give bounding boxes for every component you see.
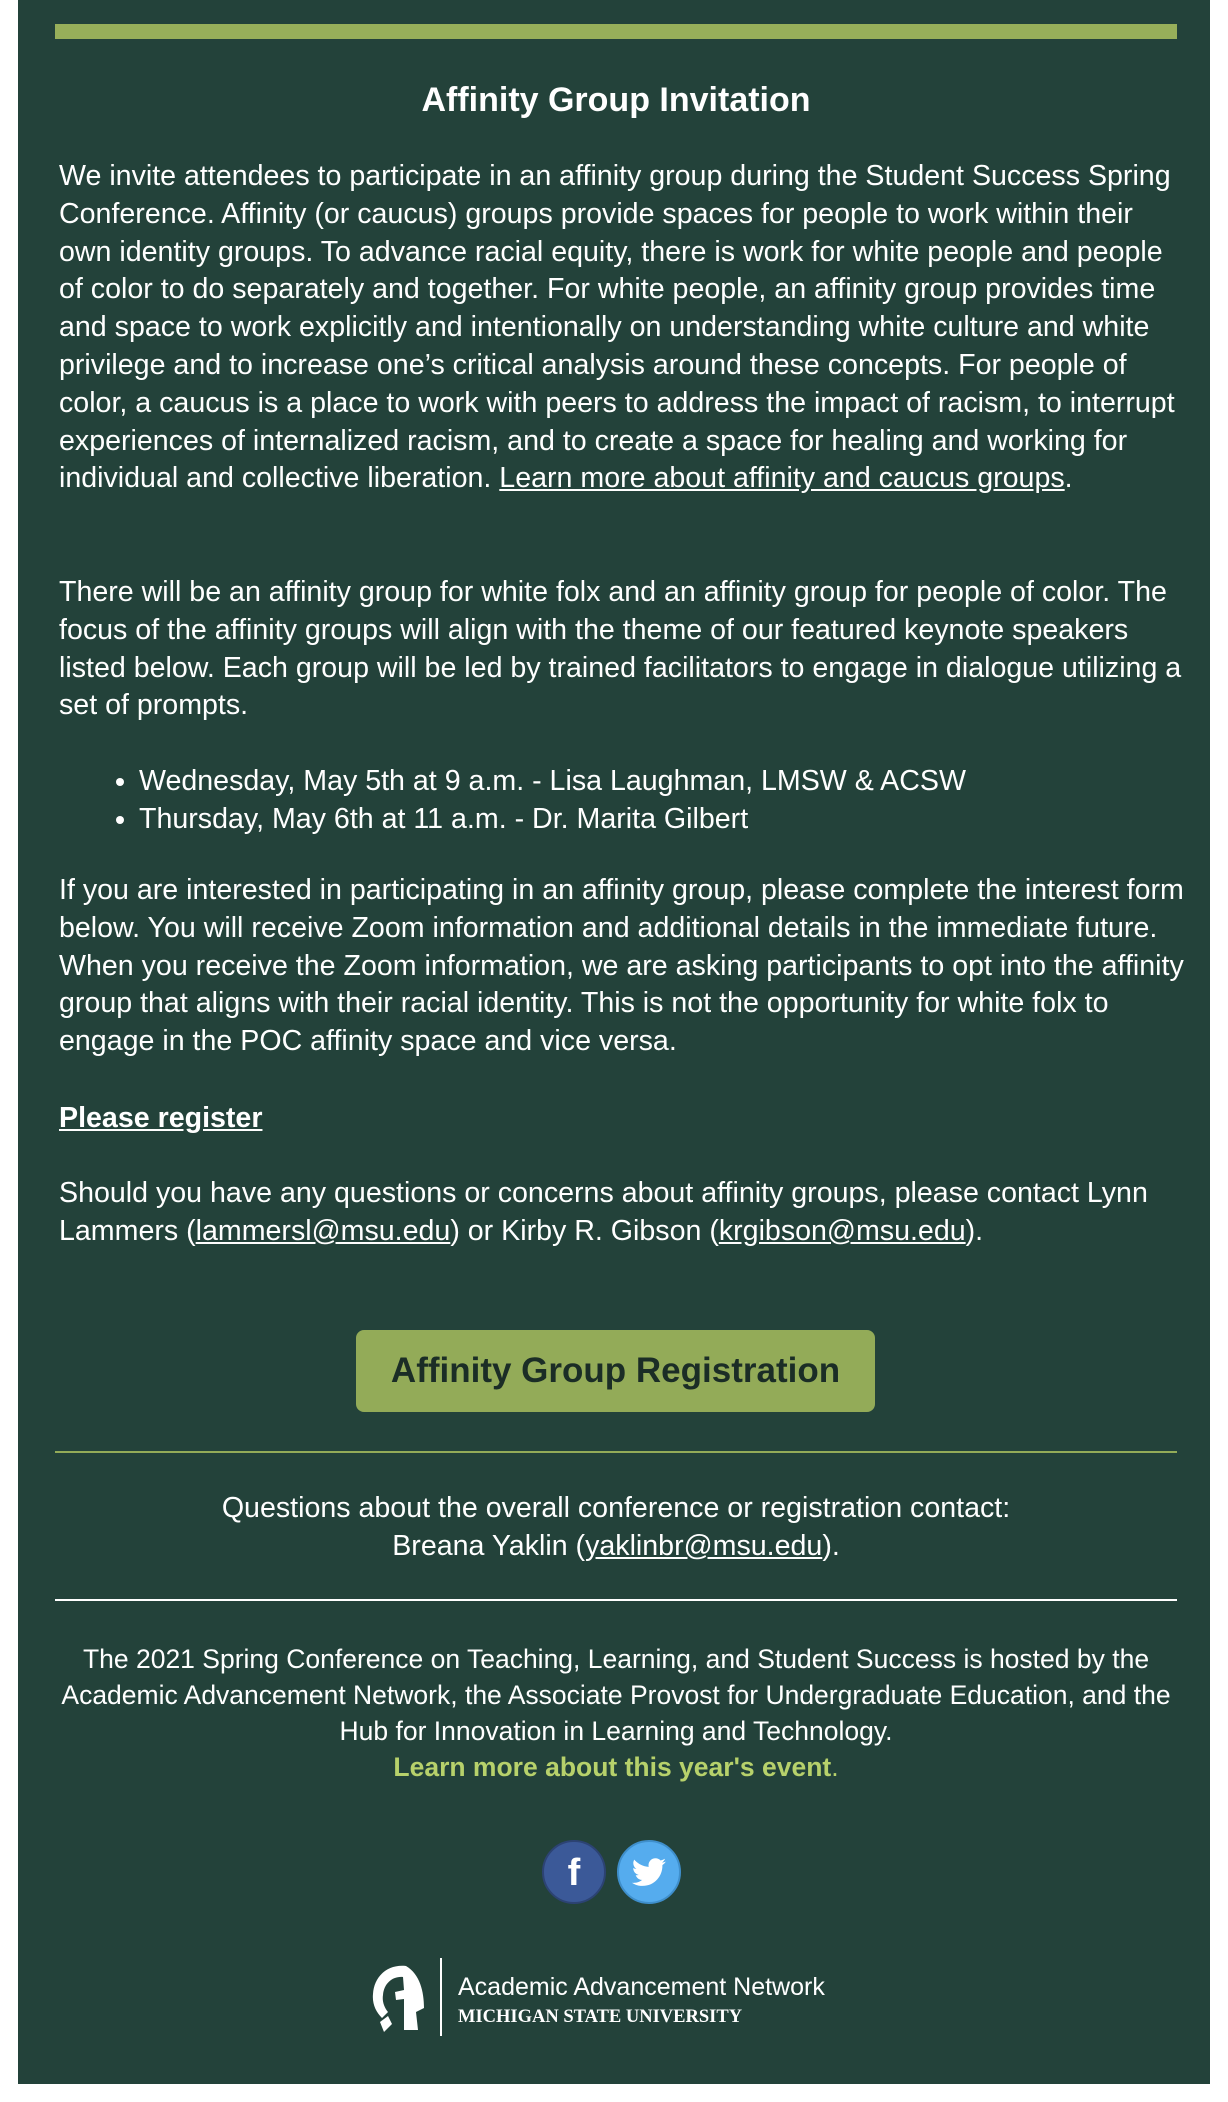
footer-text: The 2021 Spring Conference on Teaching, Learning, and Student Success is hosted by the Academic Advancement Network, the Associate Provost for Undergraduate Education, and the Hub for Innovation in Learning and Technology. Learn more about this year's event.	[61, 1644, 1171, 1782]
logo-university-name: MICHIGAN STATE UNIVERSITY	[458, 2007, 743, 2027]
groups-paragraph: There will be an affinity group for white folx and an affinity group for people of color. The focus of the affinity groups will align with the theme of our featured keynote speakers listed below. Each group will be led by trained facilitators to engage in dialogue utilizing a set of prompts.	[59, 576, 1182, 722]
logo-divider	[440, 1958, 442, 2036]
logo-network-name: Academic Advancement Network	[458, 1973, 825, 2001]
interest-paragraph: If you are interested in participating in an affinity group, please complete the interest form below. You will receive Zoom information and additional details in the immediate future. When you receive the Zoom information, we are asking participants to opt into the affinity group that aligns with their racial identity. This is not the opportunity for white folx to engage in the POC affinity space and vice versa.	[59, 874, 1184, 1058]
session-list	[59, 763, 1228, 839]
conference-contact: Questions about the overall conference or registration contact: Breana Yaklin (yaklinbr@msu.edu).	[221, 1492, 1011, 1562]
email-link-lammers[interactable]: lammersl@msu.edu	[195, 1214, 451, 1247]
event-info-link[interactable]: Learn more about this year's event	[393, 1752, 832, 1782]
email-link-yaklin[interactable]: yaklinbr@msu.edu	[585, 1529, 823, 1562]
page-title: Affinity Group Invitation	[421, 81, 811, 119]
please-register-link[interactable]: Please register	[59, 1102, 263, 1134]
email-body	[18, 0, 1210, 2084]
intro-paragraph: We invite attendees to participate in an affinity group during the Student Success Spring Conference. Affinity (or caucus) groups provide spaces for people to work within their own identity groups. To advance racial equity, there is work for white people and people of color to do separately and together. For white people, an affinity group provides time and space to work explicitly and intentionally on understanding white culture and white privilege and to increase one’s critical analysis around these concepts. For people of color, a caucus is a place to work with peers to address the impact of racism, to interrupt experiences of internalized racism, and to create a space for healing and working for individual and collective liberation. Learn more about affinity and caucus groups.	[59, 160, 1175, 495]
list-item: • Wednesday, May 5th at 9 a.m. - Lisa Laughman, LMSW & ACSW	[139, 763, 1228, 801]
intro-text: We invite attendees to participate in an affinity group during the Student Success Spring Conference. Affinity (or caucus) groups provide spaces for people to work within their own identity groups. To advance racial equity, there is work for white people and people of color to do separately and together. For white people, an affinity group provides time and space to work explicitly and intentionally on understanding white culture and white privilege and to increase one’s critical analysis around these concepts. For people of color, a caucus is a place to work with peers to address the impact of racism, to interrupt experiences of internalized racism, and to create a space for healing and working for individual and collective liberation.	[59, 160, 1175, 495]
affinity-info-link[interactable]: Learn more about affinity and caucus groups	[499, 462, 1065, 495]
svg-text:f: f	[567, 1852, 581, 1894]
divider	[55, 1599, 1177, 1601]
list-item: • Thursday, May 6th at 11 a.m. - Dr. Marita Gilbert	[139, 801, 1228, 839]
affinity-registration-button[interactable]: Affinity Group Registration	[356, 1330, 875, 1412]
divider	[55, 1451, 1177, 1453]
questions-paragraph: Should you have any questions or concerns about affinity groups, please contact Lynn Lammers (lammersl@msu.edu) or Kirby R. Gibson (krgibson@msu.edu).	[59, 1177, 1148, 1247]
facebook-icon[interactable]	[541, 1839, 607, 1905]
msu-logo	[358, 1952, 918, 2042]
email-link-gibson[interactable]: krgibson@msu.edu	[718, 1214, 966, 1247]
spartan-helmet-icon	[373, 1966, 424, 2032]
twitter-icon[interactable]	[616, 1839, 682, 1905]
top-accent-bar	[55, 24, 1177, 39]
